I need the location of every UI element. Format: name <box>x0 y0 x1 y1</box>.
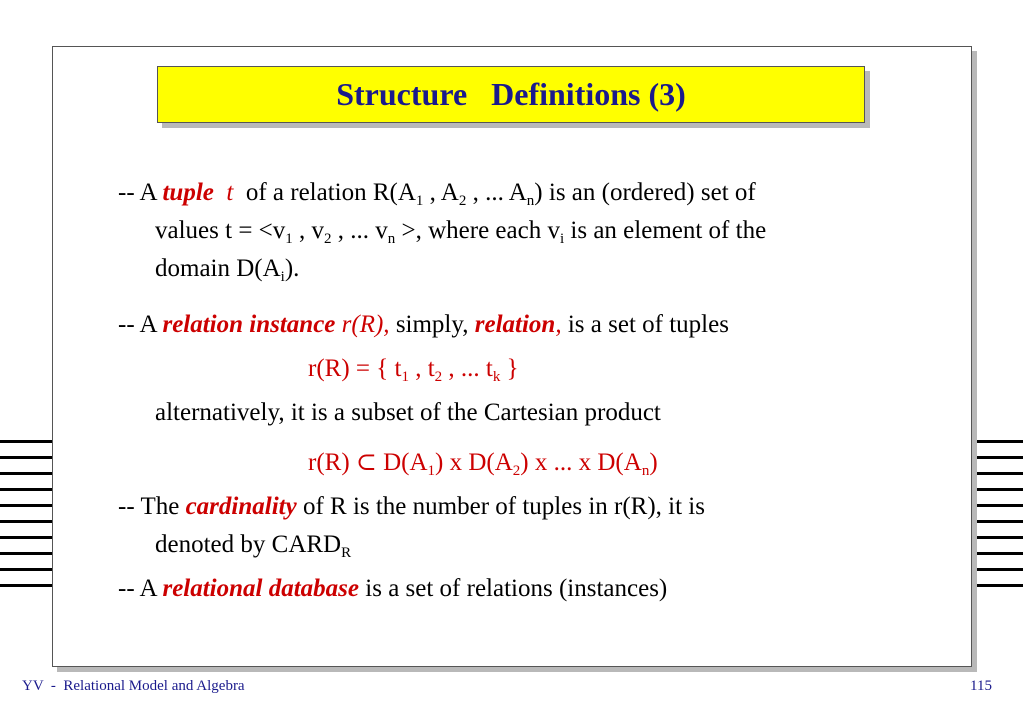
term-relational-database: relational database <box>162 575 360 602</box>
relation-instance-definition: -- A relation instance r(R), simply, relation, is a set of tuples <box>118 311 729 338</box>
tuple-definition: -- A tuple t of a relation $R(A_1$ , $A_2$ , ... $A_n$) is an (ordered) set of values $t = <v_1$ , $v_2$ , ... $v_n$ >, where each $v_i$ is an element of the domain $D(A_i)$. <box>118 179 767 285</box>
relational-database-definition: -- A relational database is a set of relations (instances) <box>118 575 668 602</box>
formula-tuple-set: r(R) = { $t_1$ , $t_2$ , ... $t_k$ } <box>308 355 519 385</box>
right-decorative-lines <box>971 440 1023 605</box>
term-cardinality: cardinality <box>185 493 297 520</box>
cardinality-definition: -- The cardinality of R is the number of tuples in r(R), it is denoted by $CARD_R$ <box>118 493 705 561</box>
footer-caption: YV - Relational Model and Algebra <box>22 678 245 694</box>
alternative-definition: alternatively, it is a subset of the Cartesian product <box>155 399 661 426</box>
left-decorative-lines <box>0 440 52 605</box>
formula-cartesian: r(R) ⊂ $D(A_1)$ x $D(A_2)$ x ... x $D(A_n)$ <box>308 449 658 479</box>
term-relation-instance: relation instance <box>162 311 336 338</box>
var-t: t <box>226 179 234 206</box>
slide-title: Structure Definitions (3) <box>336 76 686 112</box>
page-number: 115 <box>970 678 992 694</box>
slide-content <box>118 174 948 608</box>
title-box <box>157 66 865 123</box>
term-tuple: tuple <box>162 179 214 206</box>
term-relation: relation <box>474 311 556 338</box>
